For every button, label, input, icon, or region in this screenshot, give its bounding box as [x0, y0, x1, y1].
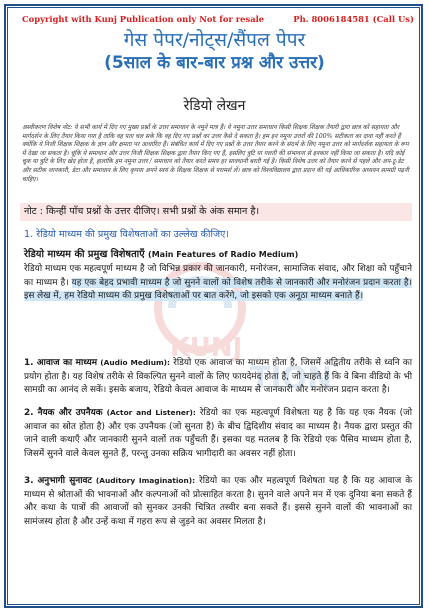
disclaimer: अस्वीकरण विशेष नोट: ये सभी कार्य में दिए गए मुख्य प्रश्नों के उत्तर समाधान के नमूने मात्र हैं। ये नमूना उत्तर समाधान किसी शिक्षक शिक्षक तैयारी द्वारा छात्र को सहायता और मार्गदर्शन के लिए तैयार किया गया है ताकि वह पता चल सके कि वह दिए गए प्रश्नों का उत्तर कैसे दे सकता है। हम इन नमूना उत्तरों की 100% सटीकता का दावा नहीं करते हैं क्योंकि ये निजी शिक्षक शिक्षक के ज्ञान और क्षमता पर आधारित हैं। संबंधित कार्य में दिए गए प्रश्नों के उत्तर तैयार करने के संदर्भ के लिए नमूना उत्तर को मार्गदर्शक सहायता के रूप में देखा जा सकता है। चूंकि ये समाधान और उत्तर निजी शिक्षक शिक्षक द्वारा तैयार किए गए हैं, इसलिए त्रुटि या गलती की संभावना से इनकार नहीं किया जा सकता है। यदि कोई चूक या त्रुटि के लिए खेद होता है, हालांकि हम नमूना उत्तर / समाधान को तैयार करते समय हर सावधानी बरती गई है। किसी विशेष उत्तर को तैयार करने से पहले और अप-टू-डेट और सटीक जानकारी, डेटा और समाधान के लिए कृपया अपने स्वयं के शिक्षक शिक्षक से परामर्श लें। छात्र को विश्वविद्यालय द्वारा प्रदान की गई आधिकारिक अध्ययन सामग्री पढ़नी चाहिए।: [22, 124, 409, 183]
point-3-body: रेडियो का एक और महत्वपूर्ण विशेषता यह है कि यह आवाज के माध्यम से श्रोताओं की भावनाओं और कल्पनाओं को प्रोत्साहित करता है। सुनने वाले अपने मन में एक दुनिया बना सकते हैं और कथा के पात्रों की आवाजों को सुनकर उनकी चित्रित तस्वीर बना सकते हैं। इससे सुनने वालों की भावनाओं का सामंजस्य होता है और उन्हें कथा में गहरा रूप से जुड़ने का अवसर मिलता है।: [24, 476, 413, 527]
point-2-body: रेडियो का एक महत्वपूर्ण विशेषता यह है कि यह एक नैयक (जो आवाज का स्रोत होता है) और एक उपनैयक (जो सुनता है) के बीच द्विदिशीय संवाद का माध्यम है। नैयक द्वारा प्रस्तुत की जाने वाली कथाएँ और जानकारी सुनने वालों तक पहुँचती हैं। इसका यह मतलब है कि रेडियो एक पैसिव माध्यम होता है, जिसमें सुनने वाले केवल सुनते हैं, परन्तु उनका सक्रिय भागीदारी का अवसर नहीं होता।: [24, 408, 413, 459]
intro-text: रेडियो माध्यम एक महत्वपूर्ण माध्यम है जो विभिन्न प्रकार की जानकारी, मनोरंजन, सामाजिक संवाद, और शिक्षा को पहुँचाने का माध्यम है।: [24, 264, 412, 288]
svg-text:KUNJ: KUNJ: [170, 333, 243, 363]
exam-note: नोट : किन्हीं पाँच प्रश्नों के उत्तर दीजिए। सभी प्रश्नों के अंक समान है।: [20, 203, 412, 221]
point-1-body: रेडियो एक आवाज का माध्यम होता है, जिसमें अद्वितीय तरीके से ध्वनि का प्रयोग होता है। यह विशेष तरीके से विकल्पित सुनने वालों के लिए फायदेमंद होता है, जो चाहते हैं कि वे बिना वीडियो के भी सामग्री का आनंद ले सकें। इसके बजाय, रेडियो केवल आवाज के माध्यम से जानकारी और मनोरंजन प्रदान करता है।: [24, 358, 412, 396]
phone-text: Ph. 8006184581 (Call Us): [293, 14, 414, 24]
point-2: [24, 406, 412, 461]
title-line-2: (5साल के बार-बार प्रश्न और उत्तर): [104, 53, 325, 73]
features-heading: [24, 247, 298, 260]
point-1-number: 1.: [24, 358, 34, 368]
point-2-en: (Actor and Listener):: [106, 408, 196, 417]
subtitle: रेडियो लेखन: [183, 98, 246, 114]
header-bar: [22, 14, 414, 24]
title-line-1: गेस पेपर/नोट्स/सैंपल पेपर: [123, 29, 306, 51]
point-3-number: 3.: [24, 476, 34, 486]
point-2-number: 2.: [24, 408, 34, 418]
features-heading-hi: रेडियो माध्यम की प्रमुख विशेषताएँ: [24, 249, 145, 260]
point-2-title: नैयक और उपनैयक: [37, 408, 103, 418]
point-1-en: (Audio Medium):: [100, 358, 170, 367]
intro-highlight: यह एक बेहद प्रभावी माध्यम है जो सुनने वालों को विशेष तरीके से जानकारी और मनोरंजन प्रदान करता है। इस लेख में, हम रेडियो माध्यम की प्रमुख विशेषताओं पर बात करेंगे, जो इसको एक अनूठा माध्यम बनाते हैं।: [24, 277, 412, 302]
svg-text:TION: TION: [250, 361, 333, 388]
point-1: [24, 356, 412, 398]
point-3: [24, 474, 412, 529]
copyright-text: Copyright with Kunj Publication only Not for resale: [22, 14, 265, 24]
features-heading-en: (Main Features of Radio Medium): [148, 250, 299, 259]
point-3-title: अनुभागी सुनावट: [37, 476, 92, 486]
point-1-title: आवाज का माध्यम: [36, 358, 98, 368]
intro-paragraph: [24, 263, 412, 304]
question-1: 1. रेडियो माध्यम की प्रमुख विशेषताओं का उल्लेख कीजिए।: [24, 229, 229, 240]
point-3-en: (Auditory Imagination):: [95, 476, 196, 485]
